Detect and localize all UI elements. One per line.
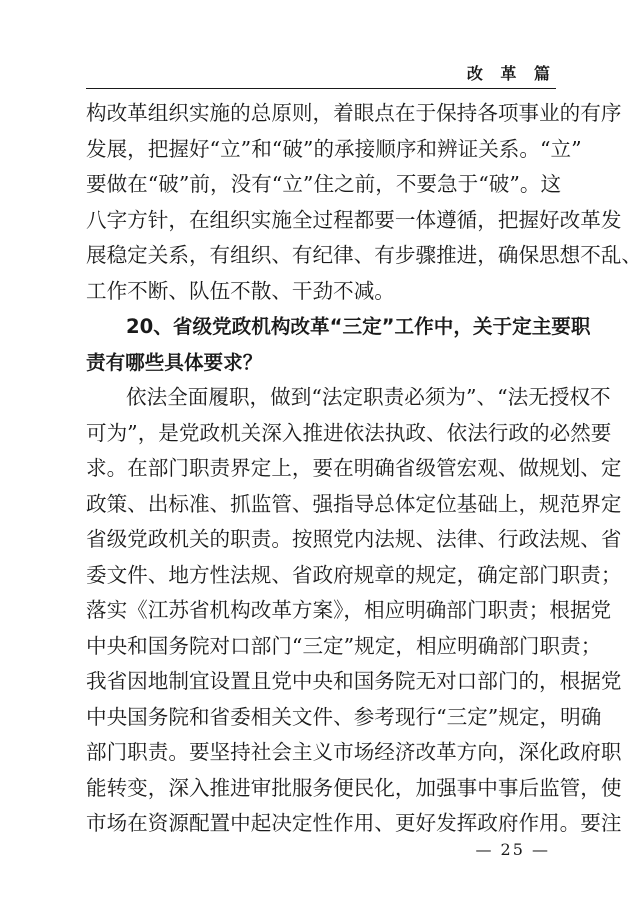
text-line: 求。在部门职责界定上，要在明确省级管宏观、做规划、定 (86, 456, 622, 480)
text-line: 部门职责。要坚持社会主义市场经济改革方向，深化政府职 (86, 740, 622, 764)
text-line: 要做在“破”前，没有“立”住之前，不要急于“破”。这 (86, 172, 562, 196)
section-title: 改 革 篇 (466, 64, 556, 83)
text-line: 可为”，是党政机关深入推进依法执政、依法行政的必然要 (86, 420, 612, 445)
text-line: 构改革组织实施的总原则，着眼点在于保持各项事业的有序 (86, 101, 622, 125)
text-line: 八字方针，在组织实施全过程都要一体遵循，把握好改革发 (86, 207, 622, 232)
text-line: 中央和国务院对口部门“三定”规定，相应明确部门职责； (86, 633, 602, 658)
question-line: 20、省级党政机构改革“三定”工作中，关于定主要职 (126, 315, 591, 338)
text-line: 工作不断、队伍不散、干劲不减。 (86, 278, 395, 303)
body-text (86, 96, 642, 842)
text-line: 市场在资源配置中起决定性作用、更好发挥政府作用。要注 (86, 811, 622, 835)
text-line: 委文件、地方性法规、省政府规章的规定，确定部门职责； (86, 562, 622, 587)
text-line: 发展，把握好“立”和“破”的承接顺序和辨证关系。“立” (86, 136, 582, 161)
text-line: 能转变，深入推进审批服务便民化，加强事中事后监管，使 (86, 775, 622, 800)
text-line: 展稳定关系，有组织、有纪律、有步骤推进，确保思想不乱、 (86, 243, 642, 267)
paragraph-continuation (86, 96, 642, 309)
page-number: — 25 — (475, 840, 550, 859)
text-line: 依法全面履职，做到“法定职责必须为”、“法无授权不 (126, 385, 611, 409)
text-line: 中央国务院和省委相关文件、参考现行“三定”规定，明确 (86, 704, 602, 729)
text-line: 政策、出标准、抓监管、强指导总体定位基础上，规范界定 (86, 491, 622, 516)
question-line: 责有哪些具体要求？ (86, 350, 263, 374)
text-line: 省级党政机关的职责。按照党内法规、法律、行政法规、省 (86, 527, 622, 551)
running-header (86, 58, 556, 89)
answer-paragraph (86, 380, 622, 842)
text-line: 落实《江苏省机构改革方案》，相应明确部门职责；根据党 (86, 598, 612, 622)
text-line: 我省因地制宜设置且党中央和国务院无对口部门的，根据党 (86, 669, 622, 693)
question-heading (86, 309, 591, 380)
